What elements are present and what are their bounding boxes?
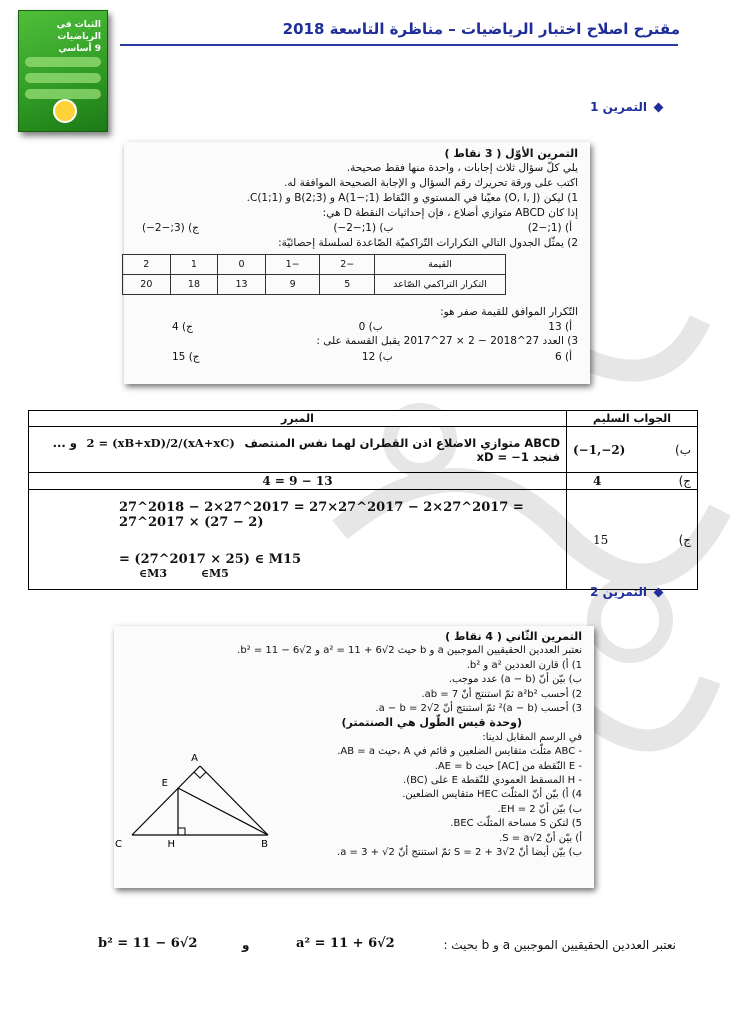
point-A-label: A <box>191 753 198 764</box>
exercise-2-label: التمرين 2 <box>590 585 662 599</box>
frequency-table: القيمة −2 −1 0 1 2 التكرار التراكمي الصّاعد 5 9 13 18 20 <box>122 254 506 295</box>
book-cover-image <box>18 10 108 132</box>
point-E-label: E <box>161 778 168 789</box>
diamond-bullet-icon <box>654 588 664 598</box>
point-H-label: H <box>167 839 175 850</box>
cover-title: الثبات في الرياضيات <box>56 20 101 42</box>
ex1-line1: يلي كلّ سؤال ثلاث إجابات ، واحدة منها فقط صحيحة. <box>346 162 578 174</box>
and-word: و <box>242 938 250 952</box>
ex1-line2: اكتب على ورقة تحريرك رقم السؤال و الإجابة الصحيحة الموافقة له. <box>284 177 578 189</box>
col-reason-header: المبرر <box>29 411 567 427</box>
q2-options: أ) 13 ب) 0 ج) 4 <box>172 321 572 333</box>
cover-logo-icon <box>53 99 77 123</box>
answers-table <box>28 410 698 590</box>
ex1-line6: التّكرار الموافق للقيمة صفر هو: <box>440 306 578 318</box>
ex1-line5: 2) يمثّل الجدول التالي التكرارات التّراكميّة الصّاعدة لسلسلة إحصائيّة: <box>278 237 578 249</box>
table-row: ب) (−1,−2) ABCD متوازي الاضلاع اذن القطران لهما نفس المنتصف (xA+xC)/2 = (xB+xD)/2 و ... فنجد xD = −1 <box>29 427 698 473</box>
exercise-1-heading: التمرين الأوّل ( 3 نقاط ) <box>444 147 578 160</box>
ex1-line3: 1) ليكن (O, I, J) معيّنا في المستوي و النّقاط (1;−1)A و (3;2)B و (1;1)C. <box>246 192 578 204</box>
page-title: مقترح اصلاح اختبار الرياضيات – مناظرة التاسعة 2018 <box>282 20 680 38</box>
exercise-1-scan <box>124 142 590 384</box>
triangle-figure <box>115 750 280 850</box>
header-divider <box>120 44 678 46</box>
exercise-1-label: التمرين 1 <box>590 100 662 114</box>
ex1-line7: 3) العدد 27^2018 − 2 × 27^2017 يقبل القسمة على : <box>316 335 578 347</box>
cover-subtitle: 9 أساسي <box>58 44 101 54</box>
point-C-label: C <box>115 839 122 850</box>
q1-options: أ) (1;−2) ب) (1;−2−) ج) (3;−2−) <box>142 222 572 234</box>
footer-text: نعتبر العددين الحقيقيين الموجبين a و b بحيث : <box>443 938 676 952</box>
col-answer-header: الجواب السليم <box>567 411 698 427</box>
exercise-2-heading: التمرين الثّاني ( 4 نقاط ) <box>445 630 582 643</box>
table-row: ج) 4 13 − 9 = 4 <box>29 473 698 490</box>
exercise-2-scan: التمرين الثّاني ( 4 نقاط ) نعتبر العددين الحقيقيين الموجبين a و b حيث a² = 11 + 6√2 و b² = 11 − 6√2. 1) أ) قارن العددين a² و b². ب) بيّن أنّ (a − b) عدد موجب. 2) أحسب a²b² ثمّ استنتج أنّ ab = 7. 3) أحسب (a − b)² ثمّ استنتج أنّ a − b = 2√2. (وحدة قيس الطّول هي الصنتمتر) في الرسم المقابل لدينا: - ABC مثلّث متقايس الضلعين و قائم في A ،حيث AB = a. - E النّقطة من [AC] حيث AE = b. - H المسقط العمودي للنّقطة E على (BC). 4) أ) بيّن أنّ المثلّث HEC متقايس الضلعين. ب) بيّن أنّ EH = 2. 5) لتكن S مساحة المثلّث BEC. أ) بيّن أنّ S = a√2. ب) بيّن أيضا أنّ S = 2 + 3√2 ثمّ استنتج أنّ a = 3 + √2. A E C H B <box>114 626 594 888</box>
equation-a-squared: a² = 11 + 6√2 <box>296 936 395 951</box>
q3-options: أ) 6 ب) 12 ج) 15 <box>172 351 572 363</box>
diamond-bullet-icon <box>654 103 664 113</box>
table-row: ج) 15 27^2018 − 2×27^2017 = 27×27^2017 − 2×27^2017 = 27^2017 × (27 − 2) = (27^2017 × 25) ∈ M15 ∈M3 ∈M5 <box>29 490 698 590</box>
equation-b-squared: b² = 11 − 6√2 <box>98 936 198 951</box>
point-B-label: B <box>261 839 268 850</box>
ex1-line4: إذا كان ABCD متوازي أضلاع ، فإن إحداثيات النقطة D هي: <box>322 207 578 219</box>
